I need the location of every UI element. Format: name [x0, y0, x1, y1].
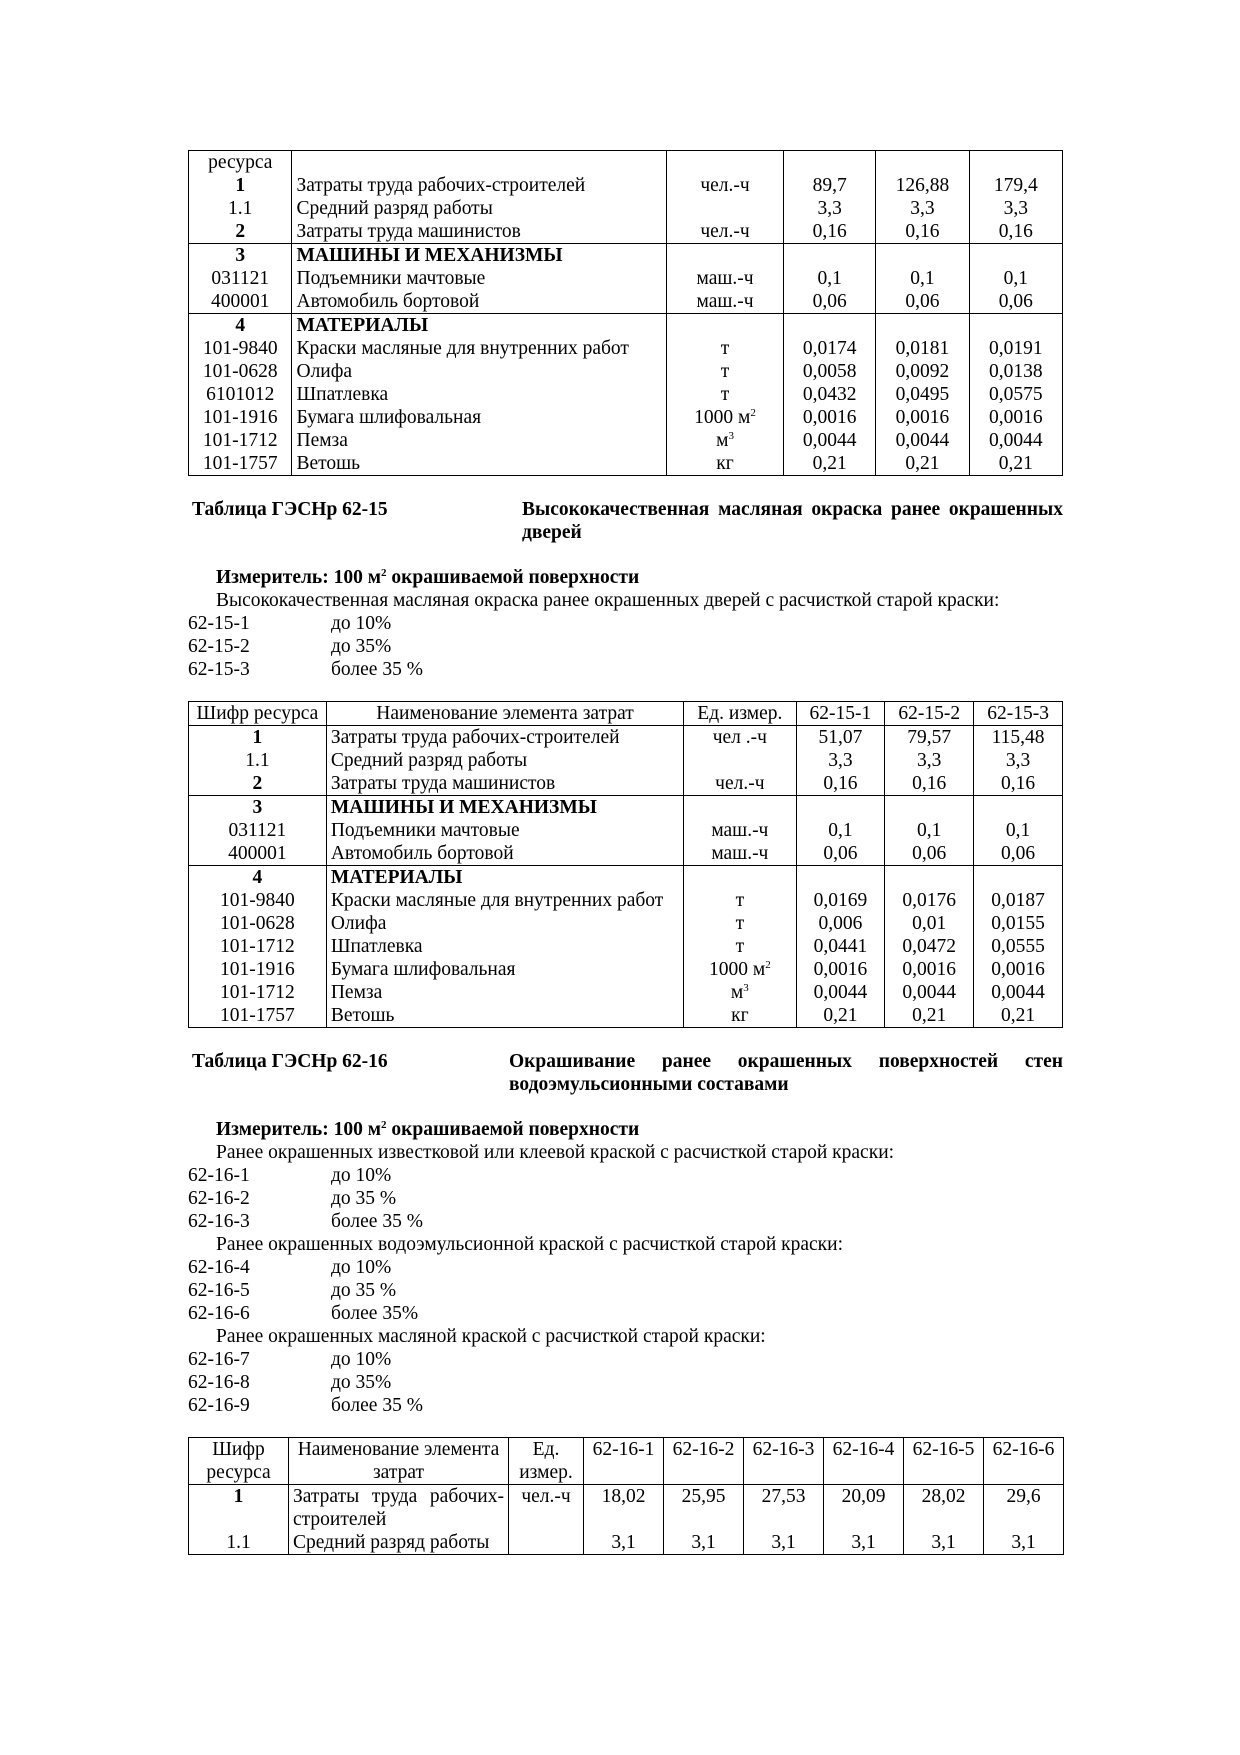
value-cell: 3,1 [664, 1531, 744, 1555]
value-cell: 3,3 [784, 197, 876, 220]
option-item [188, 1256, 1063, 1279]
unit-cell [509, 1531, 584, 1555]
unit-cell: маш.-ч [684, 819, 796, 842]
value-cell: 0,21 [876, 452, 969, 476]
unit-cell [667, 197, 784, 220]
option-item [188, 658, 1063, 681]
table-row [189, 174, 1063, 197]
option-code: 62-15-1 [188, 613, 250, 634]
value-cell: 3,1 [904, 1531, 984, 1555]
value-cell [885, 796, 974, 820]
resource-name: Автомобиль бортовой [326, 842, 683, 866]
option-code: 62-16-6 [188, 1303, 250, 1324]
unit-cell: т [667, 337, 784, 360]
resource-name: Затраты труда рабочих-строителей [326, 726, 683, 750]
measurement-unit: Измеритель: 100 $м^2$ окрашиваемой поверхности [216, 1119, 640, 1140]
value-cell: 0,06 [784, 290, 876, 314]
section-heading-62-15 [188, 498, 1063, 544]
option-range: более 35 % [331, 659, 423, 680]
resource-code: 1.1 [189, 197, 292, 220]
value-cell [784, 314, 876, 338]
unit-cell: чел.-ч [684, 772, 796, 796]
resource-code: 1 [189, 726, 327, 750]
option-item [188, 1187, 1063, 1210]
table-row [189, 290, 1063, 314]
resource-name: Пемза [326, 981, 683, 1004]
resource-name: МАТЕРИАЛЫ [326, 866, 683, 890]
table-code: Таблица ГЭСНр 62-16 [192, 1051, 388, 1072]
resource-code: 400001 [189, 842, 327, 866]
description: Высококачественная масляная окраска ранее окрашенных дверей с расчисткой старой краски: [216, 590, 1000, 611]
resource-code: 400001 [189, 290, 292, 314]
value-cell: 0,16 [876, 220, 969, 244]
option-range: более 35% [331, 1303, 419, 1324]
value-cell: 126,88 [876, 174, 969, 197]
option-code: 62-16-8 [188, 1372, 250, 1393]
resource-code: 101-1712 [189, 981, 327, 1004]
value-cell: 0,0441 [796, 935, 885, 958]
value-cell: 0,0174 [784, 337, 876, 360]
unit-cell: т [684, 935, 796, 958]
value-cell: 0,21 [784, 452, 876, 476]
resource-code: 101-0628 [189, 912, 327, 935]
value-cell: 0,21 [974, 1004, 1063, 1028]
value-cell: 3,3 [974, 749, 1063, 772]
option-range: до 10% [331, 613, 392, 634]
option-list [188, 612, 1063, 681]
table-header [189, 702, 1063, 726]
table-row [189, 889, 1063, 912]
unit-cell: чел.-ч [667, 220, 784, 244]
resource-code: 101-1712 [189, 935, 327, 958]
unit-cell: $м^3$ [667, 429, 784, 452]
value-cell: 51,07 [796, 726, 885, 750]
table-row [189, 314, 1063, 338]
value-cell: 115,48 [974, 726, 1063, 750]
table-header-fragment [189, 151, 1063, 175]
value-cell: 0,0044 [784, 429, 876, 452]
value-cell: 0,16 [784, 220, 876, 244]
option-code: 62-16-1 [188, 1165, 250, 1186]
table-row [189, 1531, 1064, 1555]
unit-cell: т [684, 912, 796, 935]
value-cell [784, 244, 876, 268]
value-cell: 3,1 [744, 1531, 824, 1555]
option-item [188, 1164, 1063, 1187]
value-cell: 0,06 [796, 842, 885, 866]
resource-name: Подъемники мачтовые [292, 267, 667, 290]
resource-name: Средний разряд работы [289, 1531, 509, 1555]
value-cell: 3,1 [824, 1531, 904, 1555]
value-cell: 20,09 [824, 1485, 904, 1532]
header-cell: Шифр ресурса [189, 1438, 289, 1485]
resource-code: 3 [189, 244, 292, 268]
value-cell [969, 314, 1062, 338]
option-code: 62-16-7 [188, 1349, 250, 1370]
value-cell: 0,0044 [974, 981, 1063, 1004]
table-row [189, 267, 1063, 290]
value-cell: 89,7 [784, 174, 876, 197]
value-cell: 0,0016 [885, 958, 974, 981]
option-code: 62-15-3 [188, 659, 250, 680]
unit-cell: маш.-ч [667, 290, 784, 314]
value-cell: 18,02 [584, 1485, 664, 1532]
resource-name: Краски масляные для внутренних работ [326, 889, 683, 912]
value-cell: 0,1 [969, 267, 1062, 290]
option-item [188, 635, 1063, 658]
value-cell: 0,06 [974, 842, 1063, 866]
value-cell [796, 796, 885, 820]
resource-code: 101-9840 [189, 889, 327, 912]
resource-name: Ветошь [292, 452, 667, 476]
value-cell: 0,0472 [885, 935, 974, 958]
value-cell [969, 244, 1062, 268]
option-item [188, 1279, 1063, 1302]
resource-name: Пемза [292, 429, 667, 452]
resource-name: Затраты труда машинистов [326, 772, 683, 796]
table-row [189, 796, 1063, 820]
value-cell: 3,3 [876, 197, 969, 220]
resource-name: Средний разряд работы [292, 197, 667, 220]
table-title: Высококачественная масляная окраска ранее окрашенных дверей [522, 499, 1063, 543]
resource-name: Затраты труда рабочих-строителей [292, 174, 667, 197]
value-cell: 0,1 [784, 267, 876, 290]
resource-name: Подъемники мачтовые [326, 819, 683, 842]
unit-cell: т [667, 360, 784, 383]
resource-table-62-15 [188, 701, 1063, 1028]
value-cell: 0,0432 [784, 383, 876, 406]
table-row [189, 220, 1063, 244]
value-cell [876, 244, 969, 268]
table-row [189, 981, 1063, 1004]
value-cell: 3,1 [984, 1531, 1064, 1555]
group-description: Ранее окрашенных водоэмульсионной краской с расчисткой старой краски: [216, 1234, 843, 1255]
resource-name: Олифа [326, 912, 683, 935]
resource-code: 101-1757 [189, 452, 292, 476]
option-groups [188, 1141, 1063, 1417]
value-cell: 0,0016 [974, 958, 1063, 981]
header-cell: 62-15-2 [885, 702, 974, 726]
header-cell: Шифр ресурса [189, 702, 327, 726]
value-cell: 0,0092 [876, 360, 969, 383]
resource-name: Средний разряд работы [326, 749, 683, 772]
header-cell: 62-16-4 [824, 1438, 904, 1485]
table-row [189, 749, 1063, 772]
value-cell: 0,0044 [796, 981, 885, 1004]
option-item [188, 612, 1063, 635]
table-code: Таблица ГЭСНр 62-15 [192, 499, 388, 520]
value-cell: 0,0016 [784, 406, 876, 429]
value-cell: 0,16 [974, 772, 1063, 796]
value-cell: 0,0044 [876, 429, 969, 452]
value-cell: 3,1 [584, 1531, 664, 1555]
option-code: 62-16-5 [188, 1280, 250, 1301]
group-description: Ранее окрашенных масляной краской с расчисткой старой краски: [216, 1326, 766, 1347]
value-cell: 0,0191 [969, 337, 1062, 360]
header-cell: 62-16-2 [664, 1438, 744, 1485]
table-header [189, 1438, 1064, 1485]
value-cell: 0,0187 [974, 889, 1063, 912]
value-cell: 0,0176 [885, 889, 974, 912]
value-cell: 0,0181 [876, 337, 969, 360]
resource-code: 1 [189, 1485, 289, 1532]
value-cell: 0,01 [885, 912, 974, 935]
header-cell: 62-16-1 [584, 1438, 664, 1485]
unit-cell [684, 866, 796, 890]
resource-code: 101-1916 [189, 406, 292, 429]
resource-code: 4 [189, 314, 292, 338]
resource-name: Шпатлевка [292, 383, 667, 406]
option-item [188, 1210, 1063, 1233]
value-cell: 0,0169 [796, 889, 885, 912]
resource-code: 101-0628 [189, 360, 292, 383]
value-cell: 27,53 [744, 1485, 824, 1532]
resource-code: 101-1916 [189, 958, 327, 981]
resource-name: Шпатлевка [326, 935, 683, 958]
value-cell: 25,95 [664, 1485, 744, 1532]
unit-cell: 1000 $м^2$ [684, 958, 796, 981]
section-heading-62-16 [188, 1050, 1063, 1096]
resource-code: 4 [189, 866, 327, 890]
resource-name: Бумага шлифовальная [292, 406, 667, 429]
option-range: более 35 % [331, 1395, 423, 1416]
table-row [189, 1485, 1064, 1532]
option-range: до 35% [331, 1372, 392, 1393]
value-cell: 0,006 [796, 912, 885, 935]
header-cell: ресурса [189, 151, 292, 175]
value-cell: 0,0016 [796, 958, 885, 981]
resource-name: Затраты труда рабочих-строителей [289, 1485, 509, 1532]
value-cell: 0,1 [876, 267, 969, 290]
resource-name: МАШИНЫ И МЕХАНИЗМЫ [326, 796, 683, 820]
resource-code: 2 [189, 772, 327, 796]
resource-code: 1 [189, 174, 292, 197]
resource-code: 031121 [189, 267, 292, 290]
resource-code: 031121 [189, 819, 327, 842]
resource-code: 101-1757 [189, 1004, 327, 1028]
value-cell: 0,0575 [969, 383, 1062, 406]
option-range: до 10% [331, 1165, 392, 1186]
resource-name: Ветошь [326, 1004, 683, 1028]
header-cell: Ед. измер. [509, 1438, 584, 1485]
table-row [189, 935, 1063, 958]
header-cell: Наименование элемента затрат [289, 1438, 509, 1485]
table-row [189, 244, 1063, 268]
table-row [189, 726, 1063, 750]
value-cell: 0,06 [969, 290, 1062, 314]
table-row [189, 772, 1063, 796]
value-cell: 0,1 [885, 819, 974, 842]
option-range: до 10% [331, 1349, 392, 1370]
unit-cell: кг [684, 1004, 796, 1028]
resource-code: 3 [189, 796, 327, 820]
unit-cell: 1000 $м^2$ [667, 406, 784, 429]
table-row [189, 842, 1063, 866]
value-cell: 0,16 [796, 772, 885, 796]
value-cell [974, 866, 1063, 890]
value-cell: 0,16 [969, 220, 1062, 244]
group-description: Ранее окрашенных известковой или клеевой краской с расчисткой старой краски: [216, 1142, 895, 1163]
value-cell [796, 866, 885, 890]
resource-code: 1.1 [189, 749, 327, 772]
header-cell: 62-16-3 [744, 1438, 824, 1485]
value-cell: 0,1 [796, 819, 885, 842]
value-cell [876, 314, 969, 338]
option-range: до 35 % [331, 1280, 397, 1301]
resource-table-62-16 [188, 1437, 1064, 1555]
option-range: более 35 % [331, 1211, 423, 1232]
header-cell: Наименование элемента затрат [326, 702, 683, 726]
option-range: до 35% [331, 636, 392, 657]
value-cell [974, 796, 1063, 820]
resource-code: 6101012 [189, 383, 292, 406]
value-cell: 0,0058 [784, 360, 876, 383]
resource-code: 101-1712 [189, 429, 292, 452]
resource-table-62-14 [188, 150, 1063, 476]
value-cell: 0,21 [796, 1004, 885, 1028]
header-cell: Ед. измер. [684, 702, 796, 726]
option-code: 62-16-4 [188, 1257, 250, 1278]
unit-cell: т [667, 383, 784, 406]
unit-cell: чел.-ч [509, 1485, 584, 1532]
unit-cell: чел.-ч [667, 174, 784, 197]
value-cell: 0,0044 [969, 429, 1062, 452]
header-cell: 62-16-5 [904, 1438, 984, 1485]
unit-cell: т [684, 889, 796, 912]
value-cell: 0,06 [876, 290, 969, 314]
value-cell: 0,0495 [876, 383, 969, 406]
table-row [189, 912, 1063, 935]
resource-code: 101-9840 [189, 337, 292, 360]
value-cell [885, 866, 974, 890]
option-range: до 35 % [331, 1188, 397, 1209]
resource-name: Бумага шлифовальная [326, 958, 683, 981]
table-row [189, 197, 1063, 220]
header-cell: 62-16-6 [984, 1438, 1064, 1485]
unit-cell [684, 749, 796, 772]
option-item [188, 1371, 1063, 1394]
value-cell: 0,0044 [885, 981, 974, 1004]
value-cell: 0,21 [969, 452, 1062, 476]
resource-name: МАТЕРИАЛЫ [292, 314, 667, 338]
value-cell: 0,06 [885, 842, 974, 866]
value-cell: 29,6 [984, 1485, 1064, 1532]
value-cell: 0,0555 [974, 935, 1063, 958]
unit-cell: кг [667, 452, 784, 476]
value-cell: 179,4 [969, 174, 1062, 197]
table-row [189, 1004, 1063, 1028]
unit-cell [667, 244, 784, 268]
option-code: 62-16-3 [188, 1211, 250, 1232]
option-code: 62-16-9 [188, 1395, 250, 1416]
resource-name: Олифа [292, 360, 667, 383]
table-row [189, 452, 1063, 476]
option-code: 62-15-2 [188, 636, 250, 657]
value-cell: 79,57 [885, 726, 974, 750]
value-cell: 28,02 [904, 1485, 984, 1532]
value-cell: 0,0155 [974, 912, 1063, 935]
value-cell: 0,0016 [876, 406, 969, 429]
value-cell: 0,21 [885, 1004, 974, 1028]
value-cell: 3,3 [969, 197, 1062, 220]
value-cell: 0,1 [974, 819, 1063, 842]
table-row [189, 819, 1063, 842]
header-cell: 62-15-1 [796, 702, 885, 726]
table-row [189, 360, 1063, 383]
unit-cell: чел .-ч [684, 726, 796, 750]
resource-name: Автомобиль бортовой [292, 290, 667, 314]
table-row [189, 866, 1063, 890]
resource-name: Краски масляные для внутренних работ [292, 337, 667, 360]
value-cell: 3,3 [885, 749, 974, 772]
value-cell: 0,0138 [969, 360, 1062, 383]
table-row [189, 429, 1063, 452]
unit-cell: маш.-ч [667, 267, 784, 290]
resource-name: Затраты труда машинистов [292, 220, 667, 244]
unit-cell [667, 314, 784, 338]
unit-cell: маш.-ч [684, 842, 796, 866]
value-cell: 3,3 [796, 749, 885, 772]
resource-code: 2 [189, 220, 292, 244]
header-cell: 62-15-3 [974, 702, 1063, 726]
option-item [188, 1302, 1063, 1325]
option-code: 62-16-2 [188, 1188, 250, 1209]
value-cell: 0,0016 [969, 406, 1062, 429]
table-row [189, 337, 1063, 360]
resource-code: 1.1 [189, 1531, 289, 1555]
table-row [189, 383, 1063, 406]
table-row [189, 406, 1063, 429]
option-range: до 10% [331, 1257, 392, 1278]
option-item [188, 1394, 1063, 1417]
value-cell: 0,16 [885, 772, 974, 796]
table-row [189, 958, 1063, 981]
unit-cell [684, 796, 796, 820]
option-item [188, 1348, 1063, 1371]
document-page [188, 150, 1063, 1555]
resource-name: МАШИНЫ И МЕХАНИЗМЫ [292, 244, 667, 268]
table-title: Окрашивание ранее окрашенных поверхностей стен водоэмульсионными составами [509, 1051, 1063, 1095]
unit-cell: $м^3$ [684, 981, 796, 1004]
measurement-unit: Измеритель: 100 $м^2$ окрашиваемой поверхности [216, 567, 640, 588]
